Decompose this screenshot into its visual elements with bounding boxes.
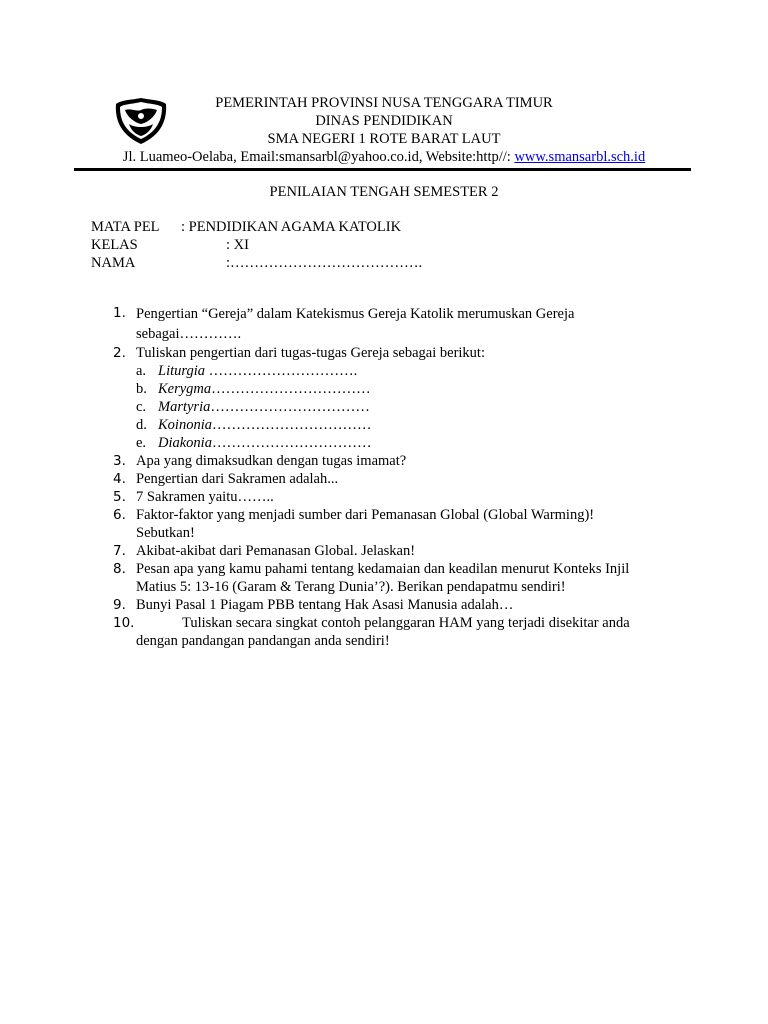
sub-item-term: Koinonia — [158, 417, 212, 433]
sub-item-dots: …………………………… — [211, 435, 372, 451]
question-number: 6. — [113, 507, 126, 523]
question-item — [0, 506, 656, 542]
question-item — [0, 304, 656, 344]
question-item — [0, 470, 656, 488]
question-number: 2. — [113, 345, 126, 361]
header-address-text: Jl. Luameo-Oelaba, Email:smansarbl@yahoo.co.id, Website:http//: — [122, 149, 515, 165]
question-number: 1. — [113, 305, 126, 321]
question-number: 8. — [113, 561, 126, 577]
question-text: Pesan apa yang kamu pahami tentang kedamaian dan keadilan menurut Konteks Injil Matius 5: 13-16 (Garam & Terang Dunia’?). Berikan pendapatmu sendiri! — [136, 561, 630, 595]
sub-item-term: Martyria — [158, 399, 211, 415]
question-text: Akibat-akibat dari Pemanasan Global. Jelaskan! — [136, 543, 416, 559]
sub-item — [0, 362, 768, 380]
name-value: :…………………………………. — [226, 255, 423, 271]
sub-item — [0, 434, 768, 452]
sub-item-letter: a. — [136, 363, 147, 379]
question-text: Apa yang dimaksudkan dengan tugas imamat? — [136, 453, 407, 469]
header-department: DINAS PENDIDIKAN — [315, 113, 453, 129]
letterhead — [90, 94, 678, 166]
sub-item-dots: …………………………… — [211, 381, 371, 397]
header-address — [90, 148, 678, 166]
sub-item-term: Kerygma — [158, 381, 212, 397]
question-number: 3. — [113, 453, 126, 469]
sub-item — [0, 398, 768, 416]
question-item — [0, 344, 656, 362]
sub-item-dots: …………………………… — [211, 417, 372, 433]
question-text-continued: dengan pandangan pandangan anda sendiri! — [136, 633, 390, 649]
sub-item-term: Liturgia — [158, 363, 206, 379]
question-item — [0, 596, 656, 614]
question-text: Tuliskan pengertian dari tugas-tugas Gereja sebagai berikut: — [136, 345, 485, 361]
question-text: Pengertian dari Sakramen adalah... — [136, 471, 339, 487]
sub-item — [0, 380, 768, 398]
class-value: : XI — [226, 237, 249, 253]
question-text: Tuliskan secara singkat contoh pelanggaran HAM yang terjadi disekitar anda — [182, 615, 630, 631]
question-list — [0, 304, 768, 650]
question-text: 7 Sakramen yaitu…….. — [136, 489, 274, 505]
sub-item-letter: c. — [136, 399, 147, 415]
question-item — [0, 614, 656, 650]
question-text: Faktor-faktor yang menjadi sumber dari Pemanasan Global (Global Warming)! Sebutkan! — [136, 507, 595, 541]
question-item — [0, 452, 656, 470]
header-divider — [74, 168, 691, 171]
header-school: SMA NEGERI 1 ROTE BARAT LAUT — [267, 131, 501, 147]
question-number: 7. — [113, 543, 126, 559]
sub-item-term: Diakonia — [158, 435, 212, 451]
question-number: 10. — [113, 615, 135, 631]
question-item — [0, 488, 656, 506]
sub-item-letter: e. — [136, 435, 147, 451]
header-government: PEMERINTAH PROVINSI NUSA TENGGARA TIMUR — [215, 95, 553, 111]
website-link[interactable]: www.smansarbl.sch.id — [514, 149, 646, 165]
question-number: 4. — [113, 471, 126, 487]
question-item — [0, 542, 656, 560]
question-item — [0, 560, 656, 596]
class-label: KELAS — [91, 237, 138, 253]
name-label: NAMA — [91, 255, 136, 271]
question-text: Pengertian “Gereja” dalam Katekismus Gereja Katolik merumuskan Gereja sebagai…………. — [136, 306, 575, 342]
sub-item-letter: d. — [136, 417, 147, 433]
question-text: Bunyi Pasal 1 Piagam PBB tentang Hak Asasi Manusia adalah… — [136, 597, 514, 613]
sub-item-dots: …………………………. — [205, 363, 358, 379]
sub-item-letter: b. — [136, 381, 147, 397]
question-number: 5. — [113, 489, 126, 505]
subject-value: : PENDIDIKAN AGAMA KATOLIK — [181, 219, 402, 235]
subject-label: MATA PEL — [91, 219, 160, 235]
sub-item — [0, 416, 768, 434]
exam-title: PENILAIAN TENGAH SEMESTER 2 — [269, 184, 499, 200]
question-number: 9. — [113, 597, 126, 613]
sub-item-dots: …………………………… — [210, 399, 370, 415]
